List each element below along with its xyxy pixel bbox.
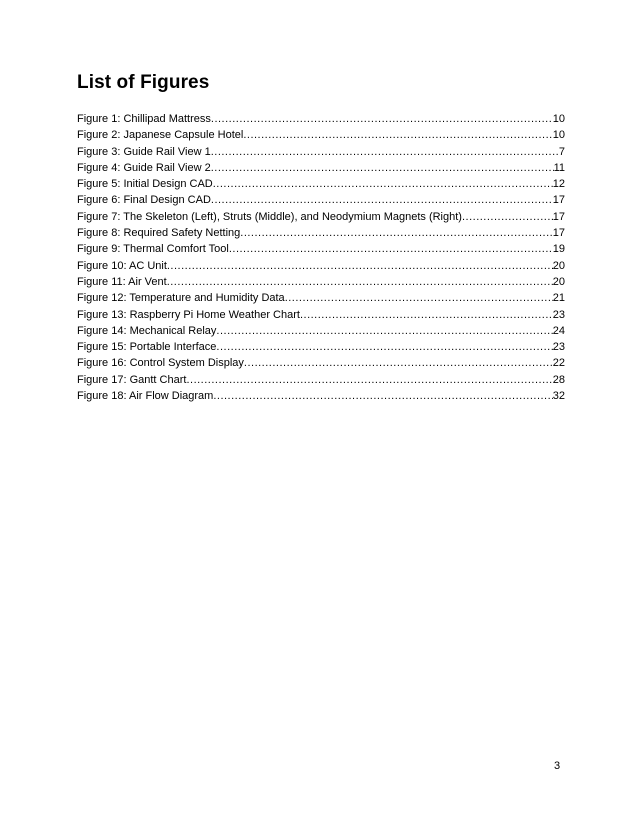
dot-leader (243, 127, 552, 143)
dot-leader (216, 323, 552, 339)
toc-entry[interactable] (77, 339, 565, 355)
dot-leader (244, 355, 553, 371)
toc-entry-label: Figure 16: Control System Display (77, 357, 244, 370)
toc-entry-label: Figure 6: Final Design CAD (77, 194, 211, 207)
toc-entry-page: 19 (552, 243, 565, 256)
dot-leader (167, 258, 553, 274)
toc-entry-page: 22 (552, 357, 565, 370)
toc-entry-label: Figure 10: AC Unit (77, 259, 167, 272)
toc-entry-page: 20 (552, 259, 565, 272)
toc-entry-page: 17 (552, 210, 565, 223)
toc-entry-label: Figure 17: Gantt Chart (77, 373, 187, 386)
page-number: 3 (554, 760, 561, 772)
dot-leader (211, 192, 553, 208)
toc-entry[interactable] (77, 258, 565, 274)
toc-entry-label: Figure 11: Air Vent (77, 275, 167, 288)
toc-entry-page: 10 (552, 113, 565, 125)
toc-entry-label: Figure 15: Portable Interface (77, 341, 217, 354)
toc-entry-page: 17 (552, 194, 565, 207)
toc-entry-label: Figure 18: Air Flow Diagram (77, 390, 214, 403)
dot-leader (229, 241, 553, 257)
toc-entry-page: 28 (552, 373, 565, 386)
dot-leader (300, 307, 553, 323)
toc-entry[interactable] (77, 111, 565, 127)
dot-leader (285, 290, 553, 306)
page-title: List of Figures (77, 72, 210, 93)
toc-entry-page: 12 (552, 178, 565, 191)
toc-entry[interactable] (77, 176, 565, 192)
toc-entry[interactable] (77, 290, 565, 306)
list-of-figures (77, 111, 565, 404)
toc-entry-label: Figure 2: Japanese Capsule Hotel (77, 129, 244, 142)
toc-entry-label: Figure 13: Raspberry Pi Home Weather Chart (77, 308, 300, 321)
toc-entry-label: Figure 4: Guide Rail View 2 (77, 161, 211, 174)
dot-leader (211, 160, 554, 176)
toc-entry[interactable] (77, 209, 565, 225)
toc-entry-label: Figure 5: Initial Design CAD (77, 178, 213, 191)
dot-leader (462, 209, 553, 225)
dot-leader (211, 144, 559, 160)
toc-entry[interactable] (77, 388, 565, 404)
toc-entry-page: 32 (552, 390, 565, 403)
toc-entry[interactable] (77, 225, 565, 241)
toc-entry[interactable] (77, 355, 565, 371)
toc-entry-label: Figure 1: Chillipad Mattress (77, 113, 211, 125)
toc-entry[interactable] (77, 127, 565, 143)
toc-entry-label: Figure 8: Required Safety Netting (77, 227, 241, 240)
dot-leader (216, 339, 552, 355)
toc-entry-page: 24 (552, 324, 565, 337)
toc-entry-label: Figure 3: Guide Rail View 1 (77, 145, 211, 158)
dot-leader (213, 176, 553, 192)
toc-entry[interactable] (77, 323, 565, 339)
toc-entry-page: 11 (553, 161, 565, 174)
toc-entry-label: Figure 7: The Skeleton (Left), Struts (Middle), and Neodymium Magnets (Right) (77, 210, 462, 223)
toc-entry[interactable] (77, 372, 565, 388)
dot-leader (186, 372, 552, 388)
toc-entry[interactable] (77, 192, 565, 208)
dot-leader (213, 388, 552, 404)
toc-entry-page: 23 (552, 308, 565, 321)
toc-entry-label: Figure 12: Temperature and Humidity Data (77, 292, 285, 305)
toc-entry[interactable] (77, 241, 565, 257)
toc-entry-page: 21 (552, 292, 565, 305)
dot-leader (211, 111, 553, 127)
toc-entry-page: 20 (552, 275, 565, 288)
toc-entry[interactable] (77, 144, 565, 160)
toc-entry-page: 23 (552, 341, 565, 354)
toc-entry-page: 17 (552, 227, 565, 240)
dot-leader (240, 225, 552, 241)
toc-entry-page: 7 (558, 145, 565, 158)
toc-entry-page: 10 (552, 129, 565, 142)
toc-entry-label: Figure 14: Mechanical Relay (77, 324, 217, 337)
dot-leader (167, 274, 553, 290)
toc-entry-label: Figure 9: Thermal Comfort Tool (77, 243, 229, 256)
toc-entry[interactable] (77, 160, 565, 176)
toc-entry[interactable] (77, 274, 565, 290)
toc-entry[interactable] (77, 307, 565, 323)
